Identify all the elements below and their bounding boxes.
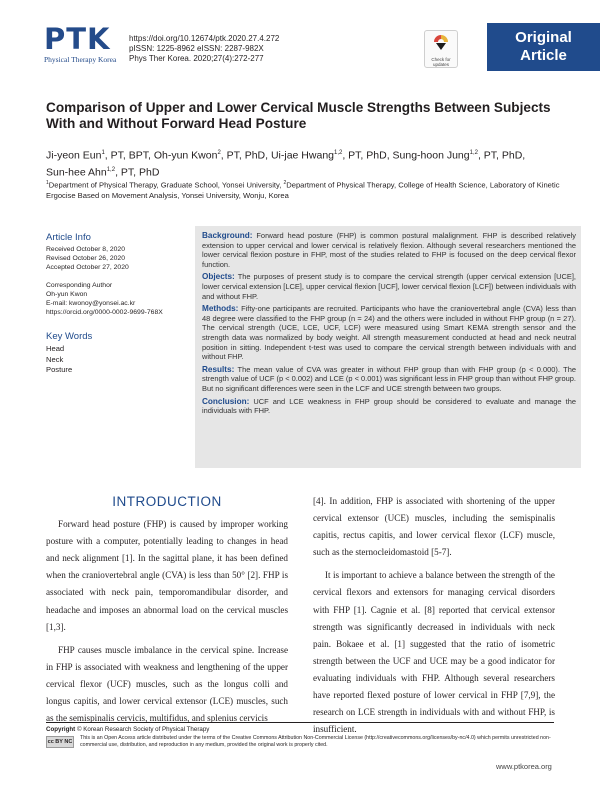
keyword-item: Neck xyxy=(46,354,64,364)
abstract-objects xyxy=(202,272,576,301)
abstract-conclusion xyxy=(202,397,576,416)
author-name: Ji-yeon Eun xyxy=(46,149,102,162)
corresponding-author-orcid[interactable]: https://orcid.org/0000-0002-9699-768X xyxy=(46,309,163,316)
abstract-results xyxy=(202,365,576,394)
accepted-date xyxy=(46,263,181,272)
journal-meta xyxy=(129,34,279,64)
abstract-section-head: Conclusion: xyxy=(202,396,250,406)
author-credentials: , PT, PhD xyxy=(115,166,160,178)
cc-license-icon[interactable]: cc BY NC xyxy=(46,736,74,748)
affil-sup: 2 xyxy=(283,180,287,186)
body-paragraph: It is important to achieve a balance between the strength of the cervical flexors and extensors for managing cervical disorders with FHP [1]. Cagnie et al. [8] reported that cervical extensor strength was significantly decreased in individuals with neck pain. Bokaee et al. [1] suggested that the ratio of isometric strength between the UCF and UCE may be a good indicator for evaluating individuals with FHP. Although several researchers have reported flexed posture of lower cervical in FHP [7,9], the research on LCE strength in individuals with and without FHP, is insufficient. xyxy=(313,570,555,735)
journal-logo xyxy=(44,24,120,64)
copyright-label: Copyright xyxy=(46,726,76,733)
citation: Phys Ther Korea. 2020;27(4):272-277 xyxy=(129,54,264,63)
author-name: Ui-jae Hwang xyxy=(270,149,334,162)
issn: pISSN: 1225-8962 eISSN: 2287-982X xyxy=(129,44,264,53)
affiliation-2: Department of Physical Therapy, College of Health Science, Laboratory of Kinetic Ergocise Based on Movement Analysis, Yonsei University, Wonju, Korea xyxy=(46,180,560,200)
affil-sup: 1 xyxy=(46,180,49,186)
author-list xyxy=(46,146,566,179)
body-column-left xyxy=(46,493,288,733)
corresponding-author-email[interactable]: E-mail: kwonoy@yonsei.ac.kr xyxy=(46,300,136,307)
copyright-line xyxy=(46,726,209,733)
author-credentials: , PT, PhD, xyxy=(342,149,393,162)
abstract-methods xyxy=(202,304,576,362)
article-type-line2: Article xyxy=(520,47,567,64)
abstract-section-head: Background: xyxy=(202,231,253,240)
copyright-icon: © xyxy=(76,726,82,733)
author-affil-sup: 1 xyxy=(101,150,105,156)
abstract-section-head: Results: xyxy=(202,364,235,374)
check-updates-line1: Check for xyxy=(431,57,451,62)
license-text: This is an Open Access article distributed under the terms of the Creative Commons Attribution Non-Commercial License (http://creativecommons.org/licenses/by-nc/4.0) which permits unrestricted non-commercial use, distribution, and reproduction in any medium, provided the original work is properly cited. xyxy=(80,735,551,749)
article-info-heading: Article Info xyxy=(46,232,91,243)
check-updates-icon xyxy=(433,34,449,52)
abstract-section-text: UCF and LCE weakness in FHP group should be considered to evaluate and manage the individuals with FHP. xyxy=(202,396,576,416)
author-affil-sup: 1,2 xyxy=(469,150,478,156)
article-info xyxy=(46,232,181,376)
affiliation-1: Department of Physical Therapy, Graduate School, Yonsei University, xyxy=(48,180,284,190)
corresponding-author-heading: Corresponding Author xyxy=(46,282,113,289)
abstract-section-text: Fifty-one participants are recruited. Participants who have the craniovertebral angle (CVA) less than 48 degree were classified to the FHP group (n = 24) and the others were included in without FHP group (n = 27). The cervical strength (UCE, LCE, UCF, LCF) were measured using Smart KEMA strength sensor and the strength data was normalized by body weight. All strength measurement conducted at head and neck neutral position in sitting. Independent t-test was used to compare the cervical strength between individuals with and without FHP. xyxy=(202,304,576,362)
author-affil-sup: 1,2 xyxy=(106,166,116,173)
corresponding-author-name: Oh-yun Kwon xyxy=(46,291,88,298)
author-name: Oh-yun Kwon xyxy=(153,149,218,162)
accepted-label: Accepted xyxy=(46,264,75,271)
body-column-right xyxy=(313,493,555,744)
author-credentials: , PT, PhD, xyxy=(220,149,271,162)
accepted-value: October 27, 2020 xyxy=(76,264,129,271)
body-paragraph: Forward head posture (FHP) is caused by improper working posture with a computer, potentially leading to changes in head and neck alignment [1]. In the sagittal plane, it has been defined when the craniovertebral angle (CVA) is less than 50° [2]. FHP is associated with neck pain, temporomandibular disorder, and headache and imposes an abnormal load on the cervical muscles [1,3]. xyxy=(46,519,288,632)
abstract-section-text: The purposes of present study is to compare the cervical strength (upper cervical extension [UCE], lower cervical extension [LCE], upper cervical flexion [UCF], lower cervical flexion [LCF]) between individuals with and without FHP. xyxy=(202,272,576,301)
author-name: Sung-hoon Jung xyxy=(392,149,470,162)
abstract-box xyxy=(195,226,581,468)
keyword-item: Head xyxy=(46,344,65,353)
copyright-text: Korean Research Society of Physical Therapy xyxy=(83,726,210,733)
abstract-section-head: Objects: xyxy=(202,272,235,282)
keyword-item: Posture xyxy=(46,365,73,374)
received-value: October 8, 2020 xyxy=(76,246,125,253)
received-date xyxy=(46,245,181,254)
article-type-line1: Original xyxy=(515,29,572,46)
revised-label: Revised xyxy=(46,255,71,262)
affiliations xyxy=(46,178,566,201)
body-paragraph: FHP causes muscle imbalance in the cervical spine. Increase in FHP is associated with weakness and lengthening of the upper cervical flexor (UCF) muscles, such as the longus colli and longus capitis, and lower cervical extensor (LCE) muscles, such as the semispinalis cervicis, multifidus, and splenius cervicis xyxy=(46,644,288,724)
page-header xyxy=(0,0,600,82)
author-name: Sun-hee Ahn xyxy=(46,166,107,178)
revised-date xyxy=(46,254,181,263)
revised-value: October 26, 2020 xyxy=(72,255,125,262)
article-type-banner xyxy=(487,23,600,71)
logo-subtitle: Physical Therapy Korea xyxy=(44,55,117,64)
check-updates-line2: updates xyxy=(432,62,449,67)
check-for-updates-badge[interactable] xyxy=(424,30,458,68)
author-credentials: , PT, PhD, xyxy=(477,149,526,162)
abstract-section-text: The mean value of CVA was greater in without FHP group than with FHP group (p < 0.000). The strength value of UCF (p < 0.002) and LCE (p < 0.001) was significant less in FHP group than without FHP group. But no significant differences were seen in the LCF and UCE strength between two groups. xyxy=(202,364,576,393)
abstract-background xyxy=(202,231,576,269)
body-paragraph: [4]. In addition, FHP is associated with shortening of the upper cervical extensor (UCE) muscles, including the semispinalis capitis, rectus capitis, and lower cervical flexor (LCF) muscle, such as the sternocleidomastoid [5-7]. xyxy=(313,496,555,558)
keywords-heading: Key Words xyxy=(46,331,93,342)
section-heading-introduction: INTRODUCTION xyxy=(112,494,222,509)
journal-website-link[interactable]: www.ptkorea.org xyxy=(496,762,552,771)
logo-mark: PTK xyxy=(44,22,111,56)
footer-divider xyxy=(46,722,554,723)
author-credentials: , PT, BPT, xyxy=(104,149,154,162)
author-affil-sup: 2 xyxy=(217,150,221,156)
received-label: Received xyxy=(46,246,75,253)
author-affil-sup: 1,2 xyxy=(334,150,343,156)
abstract-section-text: Forward head posture (FHP) is common postural malalignment. FHP is described relatively extension to upper cervical and lower cervical is relatively flexion. Although several researchers mentioned the lower cervical flexion posture in FHP, most of the studies related to FHP is focused on the deep cervical flexor function. xyxy=(202,231,576,269)
doi-link[interactable]: https://doi.org/10.12674/ptk.2020.27.4.272 xyxy=(129,34,280,43)
article-title: Comparison of Upper and Lower Cervical Muscle Strengths Between Subjects With and Without Forward Head Posture xyxy=(46,100,551,131)
abstract-section-head: Methods: xyxy=(202,304,239,314)
